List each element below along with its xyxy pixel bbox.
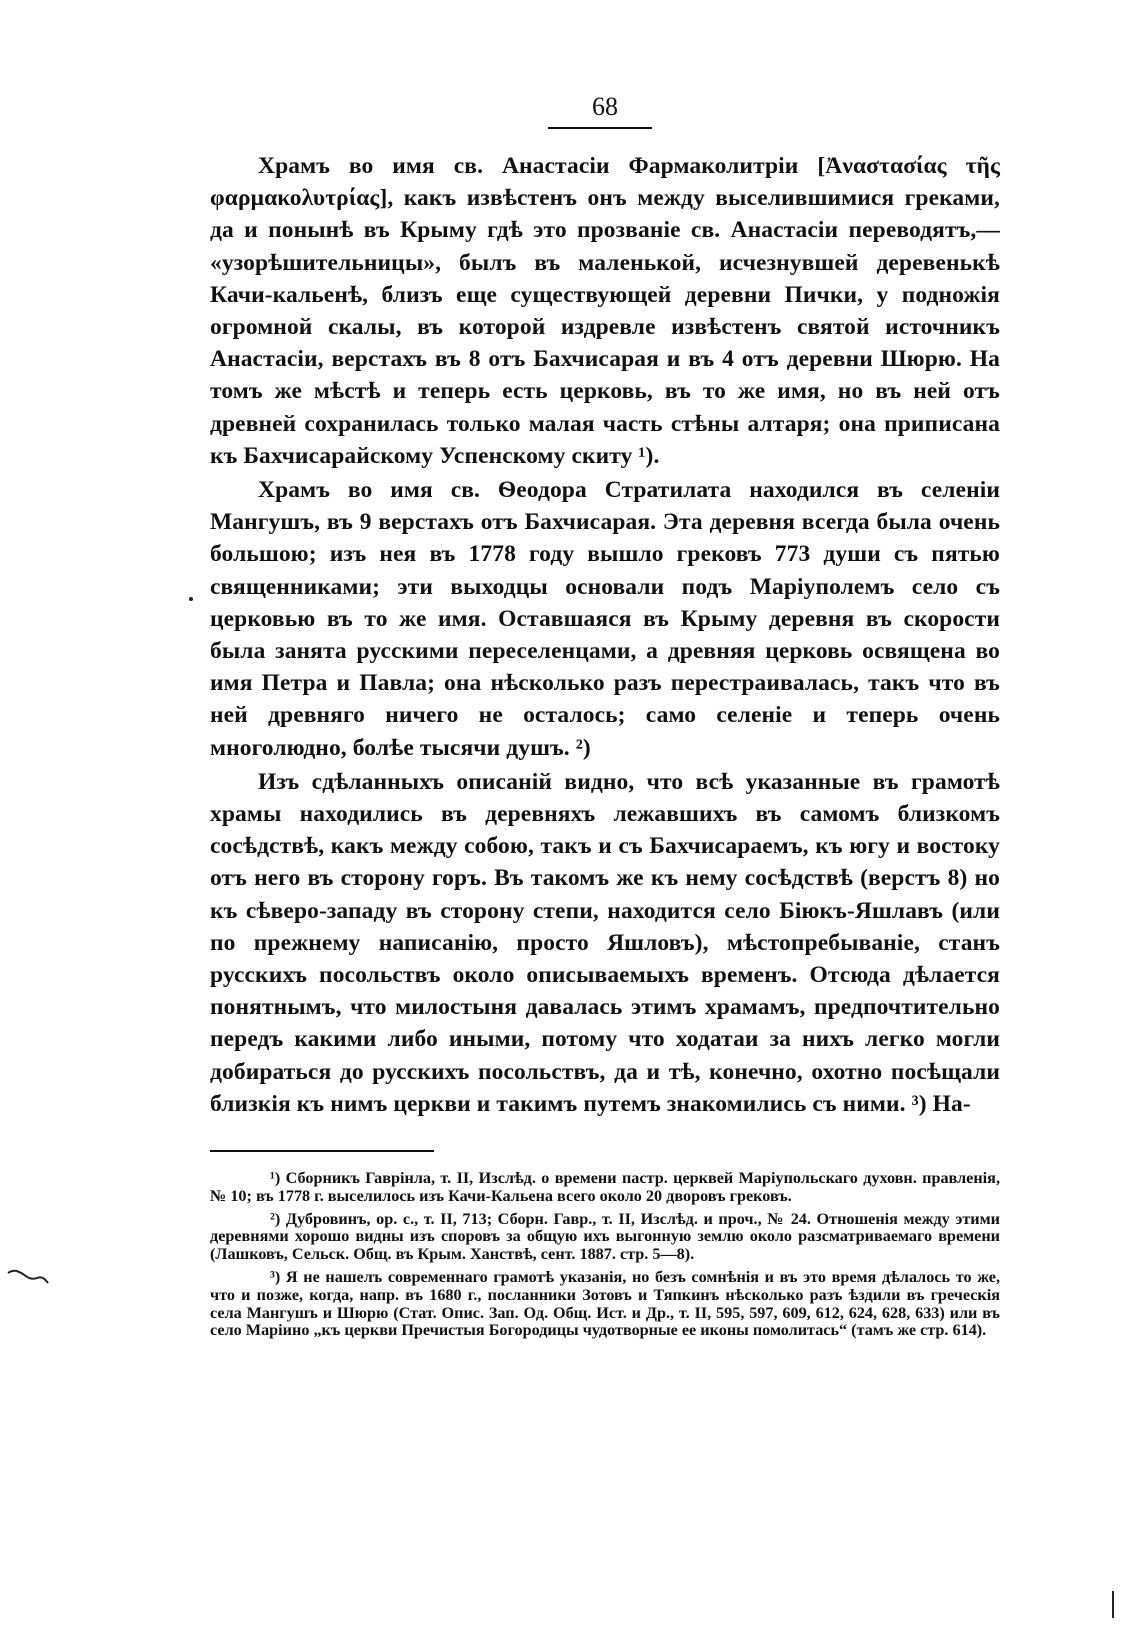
margin-scribble-mark [6, 1264, 50, 1288]
margin-tick-mark [1108, 1590, 1118, 1620]
footnote-2: ²) Дубровинъ, ор. с., т. II, 713; Сборн. Гавр., т. II, Изслѣд. и проч., № 24. Отношенія между этими деревнями хорошо видны изъ споровъ за общую ихъ выгонную землю около разсматриваемаго времени (Лашковъ, Сельск. Общ. въ Крым. Ханствѣ, сент. 1887. стр. 5—8). [210, 1209, 1000, 1264]
body-text [210, 150, 1000, 1122]
paragraph-feodor-church: Храмъ во имя св. Ѳеодора Стратилата находился въ селеніи Мангушъ, въ 9 верстахъ отъ Бахчисарая. Эта деревня всегда была очень большою; изъ нея въ 1778 году вышло грековъ 773 души съ пятью священниками; эти выходцы основали подъ Маріуполемъ село съ церковью въ то же имя. Оставшаяся въ Крыму деревня въ скорости была занята русскими переселенцами, а древняя церковь освящена во имя Петра и Павла; она нѣсколько разъ перестраивалась, такъ что въ ней древняго ничего не осталось; само селеніе и теперь очень многолюдно, болѣе тысячи душъ. ²) [210, 477, 1000, 761]
margin-dot-mark [187, 595, 195, 603]
footnote-3: ³) Я не нашелъ современнаго грамотѣ указанія, но безъ сомнѣнія и въ это время дѣлалось то же, что и позже, когда, напр. въ 1680 г., посланники Зотовъ и Тяпкинъ нѣсколько разъ ѣздили въ греческія села Мангушъ и Шюрю (Стат. Опис. Зап. Од. Общ. Ист. и Др., т. II, 595, 597, 609, 612, 624, 628, 633) или въ село Маріино „къ церкви Пречистыя Богородицы чудотворные ее иконы помолитась“ (тамъ же стр. 614). [210, 1267, 1000, 1340]
paragraph-conclusion: Изъ сдѣланныхъ описаній видно, что всѣ указанные въ грамотѣ храмы находились въ деревняхъ лежавшихъ въ самомъ близкомъ сосѣдствѣ, какъ между собою, такъ и съ Бахчисараемъ, къ югу и востоку отъ него въ сторону горъ. Въ такомъ же къ нему сосѣдствѣ (верстъ 8) но къ сѣверо-западу въ сторону степи, находится село Біюкъ-Яшлавъ (или по прежнему написанію, просто Яшловъ), мѣстопребываніе, станъ русскихъ посольствъ около описываемыхъ временъ. Отсюда дѣлается понятнымъ, что милостыня давалась этимъ храмамъ, предпочтительно передъ какими либо иными, потому что ходатаи за нихъ легко могли добираться до русскихъ посольствъ, да и тѣ, конечно, охотно посѣщали близкія къ нимъ церкви и такимъ путемъ знакомились съ ними. ³) На- [210, 768, 1000, 1117]
page-number: 68 [592, 92, 618, 121]
paragraph-anastasia-church: Храмъ во имя св. Анастасіи Фармаколитріи [Ἀναστασίας τῆς φαρμακολυτρίας], какъ извѣстенъ онъ между выселившимися греками, да и понынѣ въ Крыму гдѣ это прозваніе св. Анастасіи переводятъ,— «узорѣшительницы», былъ въ маленькой, исчезнувшей деревенькѣ Качи-кальенѣ, близъ еще существующей деревни Пички, у подножія огромной скалы, въ которой издревле извѣстенъ святой источникъ Анастасіи, верстахъ въ 8 отъ Бахчисарая и въ 4 отъ деревни Шюрю. На томъ же мѣстѣ и теперь есть церковь, въ то же имя, но въ ней отъ древней сохранилась только малая часть стѣны алтаря; она приписана къ Бахчисарайскому Успенскому скиту ¹). [210, 153, 1000, 469]
footnote-rule [210, 1150, 434, 1152]
footnotes [210, 1170, 1000, 1345]
footnote-1: ¹) Сборникъ Гаврінла, т. II, Изслѣд. о времени пастр. церквей Маріупольскаго духовн. правленія, № 10; въ 1778 г. выселилось изъ Качи-Кальена всего около 20 дворовъ грековъ. [210, 1169, 1000, 1205]
page-number-rule [548, 127, 652, 129]
